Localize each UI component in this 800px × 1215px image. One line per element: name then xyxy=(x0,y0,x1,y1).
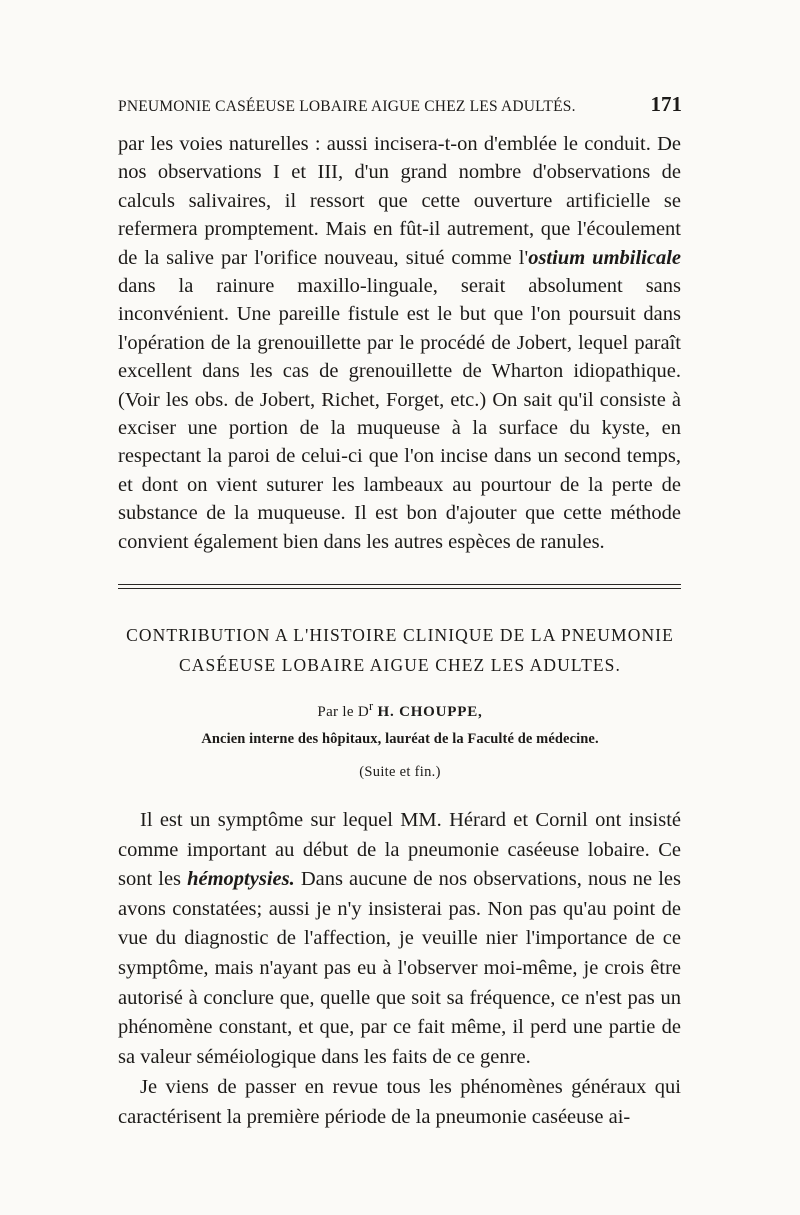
byline-superscript: r xyxy=(368,699,374,713)
article-title-line2: CASÉEUSE LOBAIRE AIGUE CHEZ LES ADULTES. xyxy=(179,655,621,675)
previous-article-text xyxy=(118,130,681,556)
italic-term-ostium: ostium umbilicale xyxy=(528,246,681,269)
running-head-title: PNEUMONIE CASÉEUSE LOBAIRE AIGUE CHEZ LES ADULTÉS. xyxy=(118,98,576,115)
article-body xyxy=(118,806,681,1133)
running-head xyxy=(118,92,682,117)
previous-article-paragraph xyxy=(118,130,681,556)
continuation-note: (Suite et fin.) xyxy=(359,764,441,780)
previous-text-part1: par les voies naturelles : aussi incisera-t-on d'emblée le conduit. De nos observations I et III, d'un grand nombre d'observations de calculs salivaires, il ressort que cette ouverture artificielle se refermera promptement. Mais en fût-il autrement, que l'écoulement de la salive par l'orifice nouveau, situé comme l' xyxy=(118,133,681,269)
p1-text-part1: Il est un symptôme sur lequel MM. Hérard et Cornil ont insisté comme important au début de la pneumonie caséeuse lobaire. Ce sont les xyxy=(118,809,681,891)
previous-text-part2: dans la rainure maxillo-linguale, serait absolument sans inconvénient. Une pareille fistule est le but que l'on poursuit dans l'opération de la grenouillette par le procédé de Jobert, lequel paraît excellent dans les cas de grenouillette de Wharton idiopathique. (Voir les obs. de Jobert, Richet, Forget, etc.) On sait qu'il consiste à exciser une portion de la muqueuse à la surface du kyste, en respectant la paroi de celui-ci que l'on incise dans un second temps, et dont on vient suturer les lambeaux au pourtour de la perte de substance de la muqueuse. Il est bon d'ajouter que cette méthode convient également bien dans les autres espèces de ranules. xyxy=(118,275,681,553)
article-paragraph-2: Je viens de passer en revue tous les phénomènes généraux qui caractérisent la première période de la pneumonie caséeuse ai- xyxy=(118,1076,681,1128)
article-title xyxy=(100,620,700,680)
byline-prefix: Par le D xyxy=(317,704,369,720)
page-number: 171 xyxy=(650,92,682,116)
byline xyxy=(100,699,700,721)
separator-rule-bottom xyxy=(118,588,681,589)
italic-term-hemoptysies: hémoptysies. xyxy=(187,868,295,891)
author-name: H. CHOUPPE, xyxy=(377,704,483,720)
p1-text-part2: Dans aucune de nos observations, nous ne les avons constatées; aussi je n'y insisterai pas. Non pas qu'au point de vue du diagnostic de l'affection, je veuille nier l'importance de ce symptôme, mais n'ayant pas eu à l'observer moi-même, je crois être autorisé à conclure que, quelle que soit sa fréquence, ce n'est pas un phénomène constant, et que, par ce fait même, il perd une partie de sa valeur séméiologique dans les faits de ce genre. xyxy=(118,868,681,1068)
separator-rule-top xyxy=(118,584,681,585)
section-separator xyxy=(118,584,681,589)
article-title-line1: CONTRIBUTION A L'HISTOIRE CLINIQUE DE LA PNEUMONIE xyxy=(126,625,674,645)
author-affiliation: Ancien interne des hôpitaux, lauréat de la Faculté de médecine. xyxy=(201,731,599,747)
article-paragraph-1 xyxy=(118,806,681,1072)
